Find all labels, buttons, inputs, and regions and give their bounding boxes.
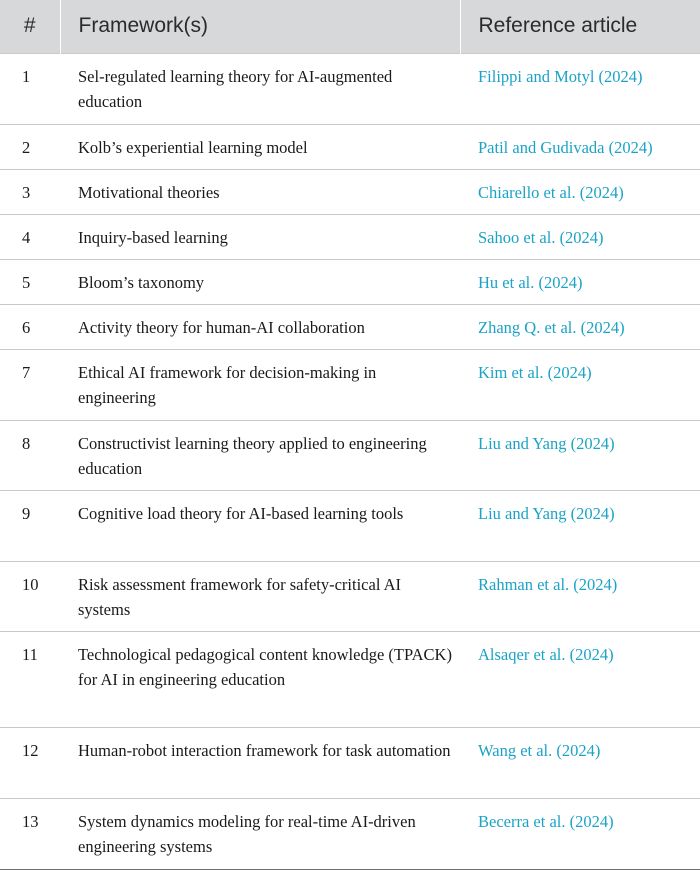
table-row <box>0 631 700 727</box>
table-header <box>0 0 700 53</box>
framework-cell: Human-robot interaction framework for task automation <box>60 727 460 798</box>
reference-link[interactable]: Chiarello et al. (2024) <box>460 169 700 214</box>
framework-cell: Risk assessment framework for safety-critical AI systems <box>60 561 460 631</box>
row-number: 12 <box>0 727 60 798</box>
row-number: 8 <box>0 420 60 490</box>
table-row <box>0 214 700 259</box>
header-framework: Framework(s) <box>60 0 460 53</box>
reference-link[interactable]: Liu and Yang (2024) <box>460 490 700 561</box>
row-number: 10 <box>0 561 60 631</box>
table-row <box>0 124 700 169</box>
row-number: 13 <box>0 798 60 869</box>
row-number: 9 <box>0 490 60 561</box>
reference-link[interactable]: Sahoo et al. (2024) <box>460 214 700 259</box>
reference-link[interactable]: Becerra et al. (2024) <box>460 798 700 869</box>
framework-cell: System dynamics modeling for real-time AI-driven engineering systems <box>60 798 460 869</box>
framework-cell: Bloom’s taxonomy <box>60 259 460 304</box>
row-number: 11 <box>0 631 60 727</box>
table-row <box>0 420 700 490</box>
table-row <box>0 259 700 304</box>
framework-cell: Technological pedagogical content knowledge (TPACK) for AI in engineering education <box>60 631 460 727</box>
header-row <box>0 0 700 53</box>
row-number: 7 <box>0 349 60 420</box>
table-row <box>0 490 700 561</box>
framework-cell: Constructivist learning theory applied to engineering education <box>60 420 460 490</box>
header-reference: Reference article <box>460 0 700 53</box>
reference-link[interactable]: Kim et al. (2024) <box>460 349 700 420</box>
header-number: # <box>0 0 60 53</box>
framework-cell: Kolb’s experiential learning model <box>60 124 460 169</box>
table-row <box>0 304 700 349</box>
framework-cell: Cognitive load theory for AI-based learning tools <box>60 490 460 561</box>
reference-link[interactable]: Alsaqer et al. (2024) <box>460 631 700 727</box>
row-number: 4 <box>0 214 60 259</box>
framework-cell: Inquiry-based learning <box>60 214 460 259</box>
table-row <box>0 169 700 214</box>
reference-link[interactable]: Filippi and Motyl (2024) <box>460 53 700 124</box>
row-number: 3 <box>0 169 60 214</box>
reference-link[interactable]: Wang et al. (2024) <box>460 727 700 798</box>
row-number: 2 <box>0 124 60 169</box>
row-number: 6 <box>0 304 60 349</box>
table-row <box>0 798 700 869</box>
row-number: 1 <box>0 53 60 124</box>
reference-link[interactable]: Hu et al. (2024) <box>460 259 700 304</box>
table-row <box>0 727 700 798</box>
reference-link[interactable]: Rahman et al. (2024) <box>460 561 700 631</box>
framework-cell: Ethical AI framework for decision-making in engineering <box>60 349 460 420</box>
reference-link[interactable]: Patil and Gudivada (2024) <box>460 124 700 169</box>
framework-cell: Motivational theories <box>60 169 460 214</box>
table-row <box>0 53 700 124</box>
table-row <box>0 349 700 420</box>
reference-link[interactable]: Liu and Yang (2024) <box>460 420 700 490</box>
framework-cell: Sel-regulated learning theory for AI-augmented education <box>60 53 460 124</box>
row-number: 5 <box>0 259 60 304</box>
table-row <box>0 561 700 631</box>
reference-link[interactable]: Zhang Q. et al. (2024) <box>460 304 700 349</box>
table-body <box>0 53 700 869</box>
framework-cell: Activity theory for human-AI collaboration <box>60 304 460 349</box>
